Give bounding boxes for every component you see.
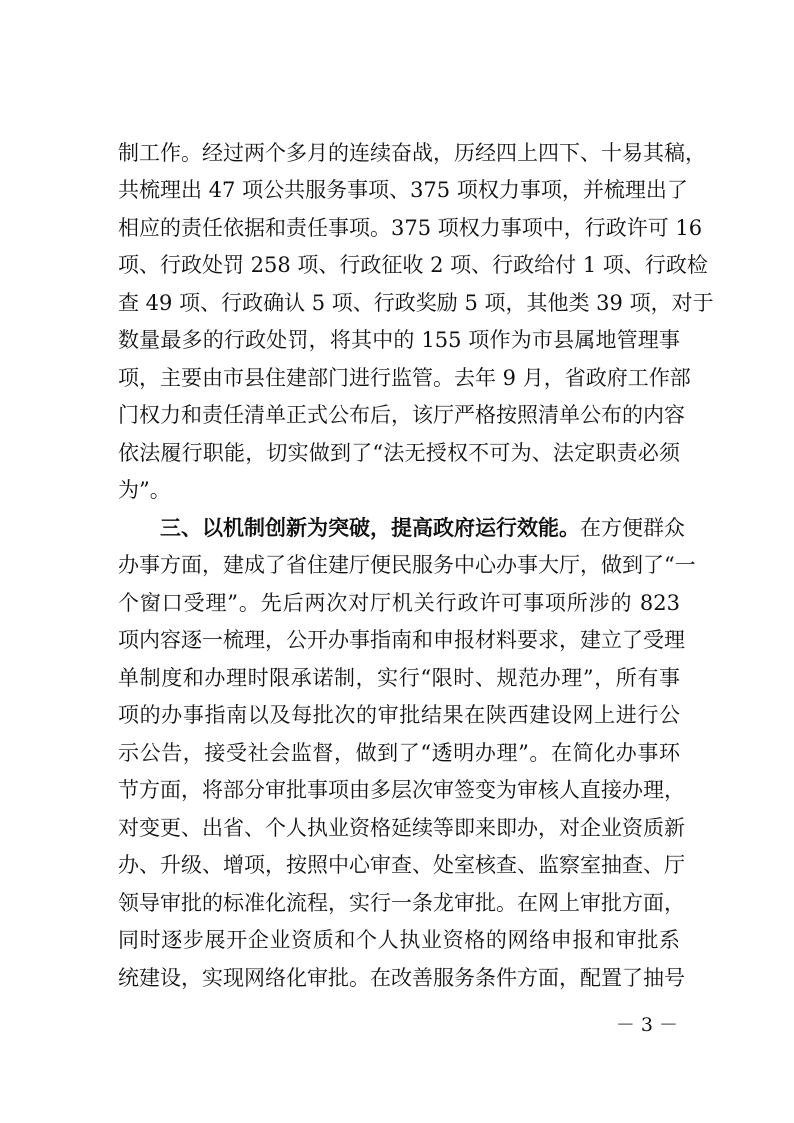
body-line: 对变更、出省、个人执业资格延续等即来即办，对企业资质新 [118, 816, 685, 840]
body-line: 个窗口受理”。先后两次对厅机关行政许可事项所涉的 823 [118, 591, 680, 615]
body-line: 办事方面，建成了省住建厅便民服务中心办事大厅，做到了“一 [118, 553, 696, 577]
body-line: 为”。 [118, 478, 171, 502]
body-line: 领导审批的标准化流程，实行一条龙审批。在网上审批方面， [118, 891, 685, 915]
body-line: 制工作。经过两个多月的连续奋战，历经四上四下、十易其稿， [118, 141, 706, 165]
body-line: 统建设，实现网络化审批。在改善服务条件方面，配置了抽号 [118, 966, 685, 990]
body-line: 相应的责任依据和责任事项。375 项权力事项中，行政许可 16 [118, 216, 703, 240]
body-line: 数量最多的行政处罚，将其中的 155 项作为市县属地管理事 [118, 328, 680, 352]
section-heading-line [160, 510, 685, 546]
body-line: 依法履行职能，切实做到了“法无授权不可为、法定职责必须 [118, 441, 680, 465]
body-line: 查 49 项、行政确认 5 项、行政奖励 5 项，其他类 39 项，对于 [118, 291, 714, 315]
body-line: 节方面，将部分审批事项由多层次审签变为审核人直接办理， [118, 778, 685, 802]
body-line: 门权力和责任清单正式公布后，该厅严格按照清单公布的内容 [118, 403, 685, 427]
body-line: 共梳理出 47 项公共服务事项、375 项权力事项，并梳理出了 [118, 178, 688, 202]
body-line: 同时逐步展开企业资质和个人执业资格的网络申报和审批系 [118, 928, 680, 952]
section-heading: 三、以机制创新为突破，提高政府运行效能。 [160, 515, 580, 540]
page-number: － 3 － [615, 1014, 678, 1036]
body-line: 示公告，接受社会监督，做到了“透明办理”。在简化办事环 [118, 741, 680, 765]
body-line: 单制度和办理时限承诺制，实行“限时、规范办理”，所有事 [118, 666, 680, 690]
section-heading-continuation: 在方便群众 [580, 516, 685, 540]
body-line: 项、行政处罚 258 项、行政征收 2 项、行政给付 1 项、行政检 [118, 253, 708, 277]
body-line: 项，主要由市县住建部门进行监管。去年 9 月，省政府工作部 [118, 366, 691, 390]
body-line: 项内容逐一梳理，公开办事指南和申报材料要求，建立了受理 [118, 628, 685, 652]
body-line: 办、升级、增项，按照中心审查、处室核查、监察室抽查、厅 [118, 853, 685, 877]
body-line: 项的办事指南以及每批次的审批结果在陕西建设网上进行公 [118, 703, 680, 727]
